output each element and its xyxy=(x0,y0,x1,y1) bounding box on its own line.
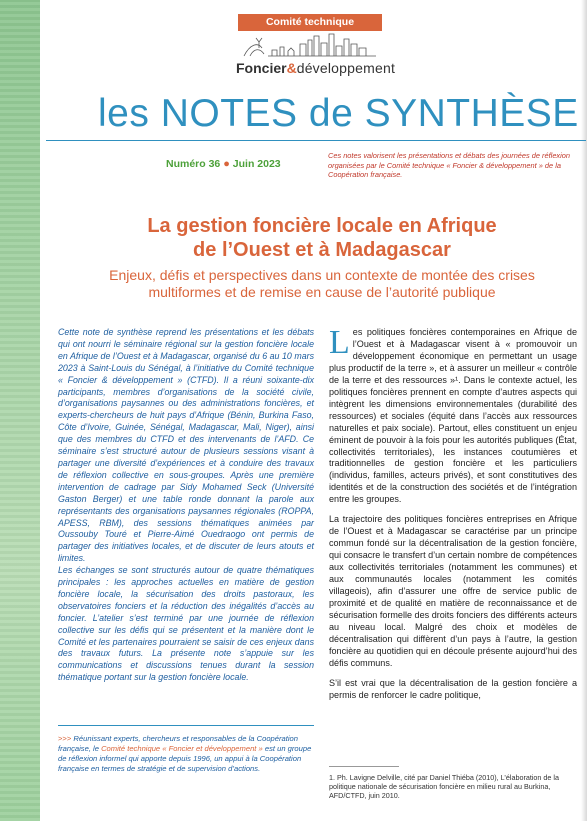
committee-note-text-1: Réunissant experts, chercheurs et responsables de la Coopération française, le xyxy=(58,734,298,753)
subtitle-line-1: Enjeux, défis et perspectives dans un contexte de montée des crises xyxy=(109,267,535,283)
title-line-1: La gestion foncière locale en Afrique xyxy=(147,215,497,237)
body-paragraph-2: La trajectoire des politiques foncières entreprises en Afrique de l’Ouest et à Madagascar se caractérise par un principe commun fondé sur la décentralisation de la gestion foncière, qui consacre le transfert d’un certain nombre de compétences aux collectivités territoriales (notamment les communes) et aux communautés locales (notamment les comités villageois), afin d’assurer une offre de service public de proximité et de qualité en matière de reconnaissance et de sécurisation formelle des droits fonciers des différents acteurs au niveau local. Malgré des choix et modèles de décentralisation qui diffèrent d’un pays à l’autre, la gestion foncière au quotidien qui en découle présente aujourd’hui des défis communs. xyxy=(329,514,577,668)
issue-note: Ces notes valorisent les présentations et débats des journées de réflexion organisées par le Comité technique « Foncier & développement » de la Coopération française. xyxy=(328,151,570,180)
issue-date: Juin 2023 xyxy=(232,158,281,170)
skyline-logo-icon xyxy=(236,32,386,62)
intro-paragraph-1: Cette note de synthèse reprend les présentations et les débats qui ont nourri le séminaire régional sur la gestion foncière locale en Afrique de l’Ouest et à Madagascar, organisé du 6 au 10 mars 2023 à Saint-Louis du Sénégal, à l’initiative du Comité technique « Foncier & développement » (CTFD). Il a réuni soixante-dix participants, membres d’organisations de la société civile, d’organisations paysannes ou des administrations foncières, et experts-chercheurs de huit pays d’Afrique (Bénin, Burkina Faso, Côte d’Ivoire, Guinée, Sénégal, Madagascar, Mali, Niger), ainsi que des membres du CTFD et des intervenants de l’AFD. Ce séminaire s’est structuré autour de plusieurs sessions visant à partager une diversité d’expériences et à conduire des travaux de réflexion collective en sous-groupes. Après une première intervention de cadrage par Sidy Mohamed Seck (Université Gaston Berger) et une table ronde donnant la parole aux représentants des organisations paysannes régionales (ROPPA, APESS, RBM), des sessions thématiques animées par Oussouby Touré et Pierre-Aimé Ouedraogo ont permis de partager des initiatives locales, et de discuter de leurs atouts et limites. xyxy=(58,327,314,564)
body-paragraph-1 xyxy=(329,324,577,506)
logo-word-foncier: Foncier xyxy=(236,60,287,76)
page-edge-shadow xyxy=(581,0,587,821)
body-column xyxy=(329,324,577,710)
committee-link[interactable]: Comité technique « Foncier et développement » xyxy=(101,743,263,753)
body-paragraph-3: S’il est vrai que la décentralisation de la gestion foncière a permis de renforcer le cadre politique, xyxy=(329,677,577,700)
logo-ampersand: & xyxy=(286,60,297,76)
drop-cap: L xyxy=(329,324,350,361)
issue-separator: ● xyxy=(223,158,230,170)
committee-badge: Comité technique xyxy=(238,14,382,31)
footnote-divider xyxy=(329,766,399,767)
issue-number: Numéro 36 xyxy=(166,158,221,170)
body-paragraph-1-text: es politiques foncières contemporaines en Afrique de l’Ouest et à Madagascar visent à « promouvoir un développement économique en permettant un usage plus productif de la terre », et à assurer un meilleur « contrôle de la terre et des ressources »¹. Dans le contexte actuel, les politiques foncières prennent en compte d’autres aspects qui intègrent les dimensions environnementales (durabilité des ressources) et sociales (équité dans l’accès aux ressources naturelles et paix sociale). Partout, elles constituent un enjeu éminent de pouvoir à la fois pour les autorités publiques (État, collectivités territoriales), les instances coutumières et traditionnelles de gestion foncière et les particuliers (individus, familles, acteurs privés), et sont constitutives des identités et de la construction des sociétés et de l’intégration entre les groupes. xyxy=(329,327,577,505)
series-title: les NOTES de SYNTHÈSE xyxy=(98,92,579,135)
intro-summary xyxy=(58,327,314,684)
subtitle-line-2: multiformes et de remise en cause de l’autorité publique xyxy=(148,284,496,300)
logo-word-developpement: développement xyxy=(296,60,396,76)
foncier-developpement-logo xyxy=(236,60,396,76)
left-green-strip xyxy=(0,0,40,821)
document-subtitle xyxy=(56,267,587,301)
committee-note xyxy=(58,734,314,774)
intro-divider xyxy=(58,725,314,726)
title-line-2: de l’Ouest et à Madagascar xyxy=(193,239,451,261)
title-divider xyxy=(46,140,586,141)
arrows-icon: >>> xyxy=(58,734,72,743)
committee-note-text-2: est un groupe de réflexion informel qui apporte depuis 1996, un appui à la Coopération française en termes de stratégie et de supervision d’actions. xyxy=(58,743,312,773)
intro-paragraph-2: Les échanges se sont structurés autour de quatre thématiques principales : les approches actuelles en matière de gestion foncière locale, la sécurisation des droits pastoraux, les observatoires fonciers et la réduction des inégalités d’accès au foncier. L’atelier s’est terminé par une journée de réflexion collective sur les défis qui se présentent et la manière dont le Comité et les partenaires pourraient se saisir de ces enjeux dans des travaux futurs. La présente note s’appuie sur les communications et discussions tenues durant la session thématique portant sur la gestion foncière locale. xyxy=(58,565,314,683)
footnote: 1. Ph. Lavigne Delville, cité par Daniel Thiéba (2010), L’élaboration de la politique nationale de sécurisation foncière en milieu rural au Burkina, AFD/CTFD, juin 2010. xyxy=(329,773,560,801)
document-title xyxy=(58,214,586,262)
issue-info xyxy=(166,158,326,170)
